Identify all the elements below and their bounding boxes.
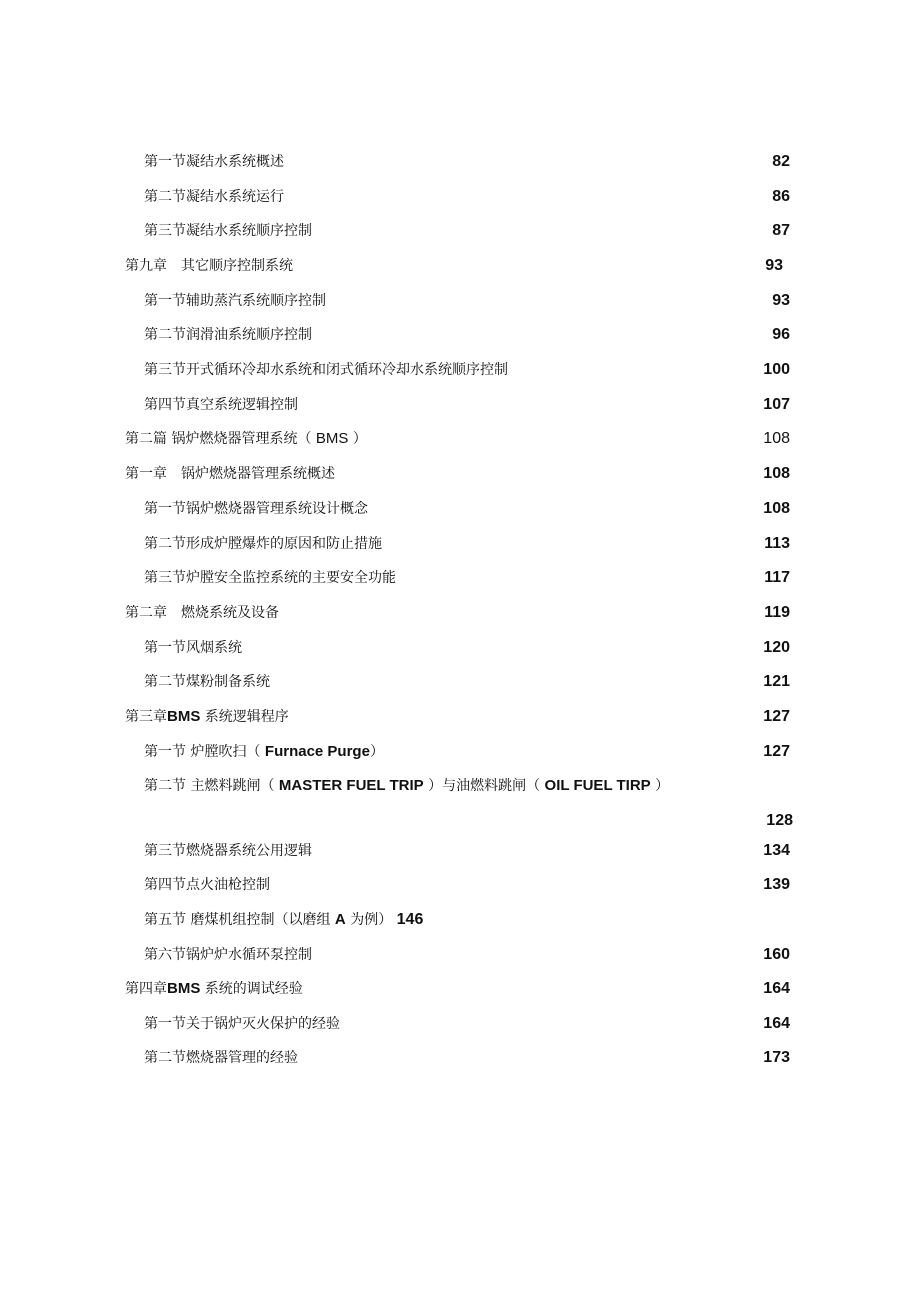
toc-entry: [0, 943, 920, 967]
toc-entry-title: 第二节凝结水系统运行: [144, 189, 284, 205]
toc-entry: [0, 323, 920, 347]
toc-entry-page: 164: [763, 1015, 790, 1032]
toc-entry-title: 第一节凝结水系统概述: [144, 154, 284, 170]
toc-entry-page: 108: [763, 465, 790, 482]
toc-entry-title: 第三节凝结水系统顺序控制: [144, 223, 312, 239]
toc-entry-title-prefix: 第四章: [125, 981, 167, 997]
toc-entry-page: 108: [763, 430, 790, 447]
toc-entry-title-prefix: 第二篇 锅炉燃烧器管理系统（: [125, 431, 316, 447]
toc-entry-title-bold: A: [334, 911, 346, 928]
toc-entry-page: 134: [763, 842, 790, 859]
toc-entry-title-bold: Furnace Purge: [264, 743, 370, 760]
toc-entry-title: 第一节风烟系统: [144, 640, 242, 656]
toc-entry: [0, 566, 920, 590]
toc-entry-page: 107: [763, 396, 790, 413]
toc-entry-page: 160: [763, 946, 790, 963]
toc-entry: [0, 705, 920, 729]
toc-entry-page: 120: [763, 639, 790, 656]
toc-entry-page: 82: [772, 153, 790, 170]
toc-entry-title: 第二节形成炉膛爆炸的原因和防止措施: [144, 536, 382, 552]
toc-entry-title: 第一节辅助蒸汽系统顺序控制: [144, 293, 326, 309]
toc-entry-page: 128: [766, 812, 793, 829]
toc-entry: [0, 601, 920, 625]
toc-entry-title: 第二节煤粉制备系统: [144, 674, 270, 690]
toc-entry: [0, 532, 920, 556]
toc-entry-title: 第四节真空系统逻辑控制: [144, 397, 298, 413]
toc-entry: [0, 977, 920, 1001]
toc-entry-page: 119: [764, 604, 790, 621]
toc-entry-title: [144, 774, 669, 798]
toc-entry: [0, 908, 920, 932]
toc-entry-title: 第三节炉膛安全监控系统的主要安全功能: [144, 570, 396, 586]
toc-entry-title: 第三节开式循环冷却水系统和闭式循环冷却水系统顺序控制: [144, 362, 508, 378]
toc-entry: [0, 462, 920, 486]
toc-entry-page: 121: [763, 673, 790, 690]
toc-entry-page: 96: [772, 326, 790, 343]
toc-entry-title: 第六节锅炉炉水循环泵控制: [144, 947, 312, 963]
toc-entry-title-latin: BMS: [315, 430, 349, 447]
toc-entry-title: 第二节燃烧器管理的经验: [144, 1050, 298, 1066]
toc-entry-title-suffix: ）: [369, 744, 384, 760]
toc-entry-title: 第三节燃烧器系统公用逻辑: [144, 843, 312, 859]
toc-entry: [0, 358, 920, 382]
toc-entry: [0, 636, 920, 660]
toc-entry-title-suffix: ）: [348, 431, 367, 447]
toc-entry-title-suffix: 系统逻辑程序: [200, 709, 289, 725]
toc-entry: [0, 393, 920, 417]
toc-entry-title: [125, 977, 303, 1001]
toc-entry-title-prefix: 第三章: [125, 709, 167, 725]
toc-entry-page: 100: [763, 361, 790, 378]
toc-entry: [0, 774, 920, 798]
toc-entry-title-prefix: 第二节 主燃料跳闸（: [144, 778, 279, 794]
toc-entry: [0, 670, 920, 694]
toc-entry-title-prefix: 第一节 炉膛吹扫（: [144, 744, 265, 760]
toc-entry-title: [125, 427, 367, 451]
toc-entry-title: 第二章 燃烧系统及设备: [125, 605, 279, 621]
toc-entry-page: 113: [764, 535, 790, 552]
toc-entry-page: 117: [764, 569, 790, 586]
toc-entry: [0, 1046, 920, 1070]
toc-entry-title: 第四节点火油枪控制: [144, 877, 270, 893]
toc-entry-page: 164: [763, 980, 790, 997]
toc-entry: [0, 254, 920, 278]
toc-entry: [0, 497, 920, 521]
toc-entry-title: 第二节润滑油系统顺序控制: [144, 327, 312, 343]
toc-entry: [0, 219, 920, 243]
toc-entry-title: [144, 740, 384, 764]
toc-entry-title: [144, 908, 423, 932]
toc-entry-title-suffix: 系统的调试经验: [200, 981, 303, 997]
toc-entry-title: 第九章 其它顺序控制系统: [125, 258, 293, 274]
toc-entry: [0, 839, 920, 863]
toc-entry-title-bold2: OIL FUEL TIRP: [544, 777, 651, 794]
toc-entry-page: 87: [772, 222, 790, 239]
toc-entry-page: 108: [763, 500, 790, 517]
toc-entry-page: 86: [772, 188, 790, 205]
toc-entry: [0, 873, 920, 897]
toc-entry-title: 第一章 锅炉燃烧器管理系统概述: [125, 466, 335, 482]
toc-entry-title: 第一节关于锅炉灭火保护的经验: [144, 1016, 340, 1032]
toc-entry-title-prefix: 第五节 磨煤机组控制（以磨组: [144, 912, 335, 928]
toc-entry-title-bold: MASTER FUEL TRIP: [278, 777, 424, 794]
toc-entry-title: 第一节锅炉燃烧器管理系统设计概念: [144, 501, 368, 517]
toc-entry-title: [125, 705, 289, 729]
toc-entry: [0, 289, 920, 313]
toc-entry: [0, 185, 920, 209]
toc-entry-title-bold: BMS: [167, 980, 201, 997]
toc-entry-page: 139: [763, 876, 790, 893]
toc-entry-page: 93: [772, 292, 790, 309]
toc-entry: [0, 427, 920, 451]
toc-entry-title-suffix: ）: [650, 778, 670, 794]
toc-entry-page: 146: [396, 911, 424, 928]
toc-entry-title-mid: ）与油燃料跳闸（: [423, 778, 545, 794]
toc-entry-title-suffix: 为例）: [345, 912, 393, 928]
toc-entry-page: 173: [763, 1049, 790, 1066]
toc-entry-title-bold: BMS: [167, 708, 201, 725]
toc-entry-page: 127: [763, 743, 790, 760]
toc-entry: [0, 740, 920, 764]
toc-entry: [0, 1012, 920, 1036]
toc-entry-continuation: [0, 809, 920, 833]
toc-entry-page: 93: [765, 257, 783, 274]
toc-entry: [0, 150, 920, 174]
toc-entry-page: 127: [763, 708, 790, 725]
